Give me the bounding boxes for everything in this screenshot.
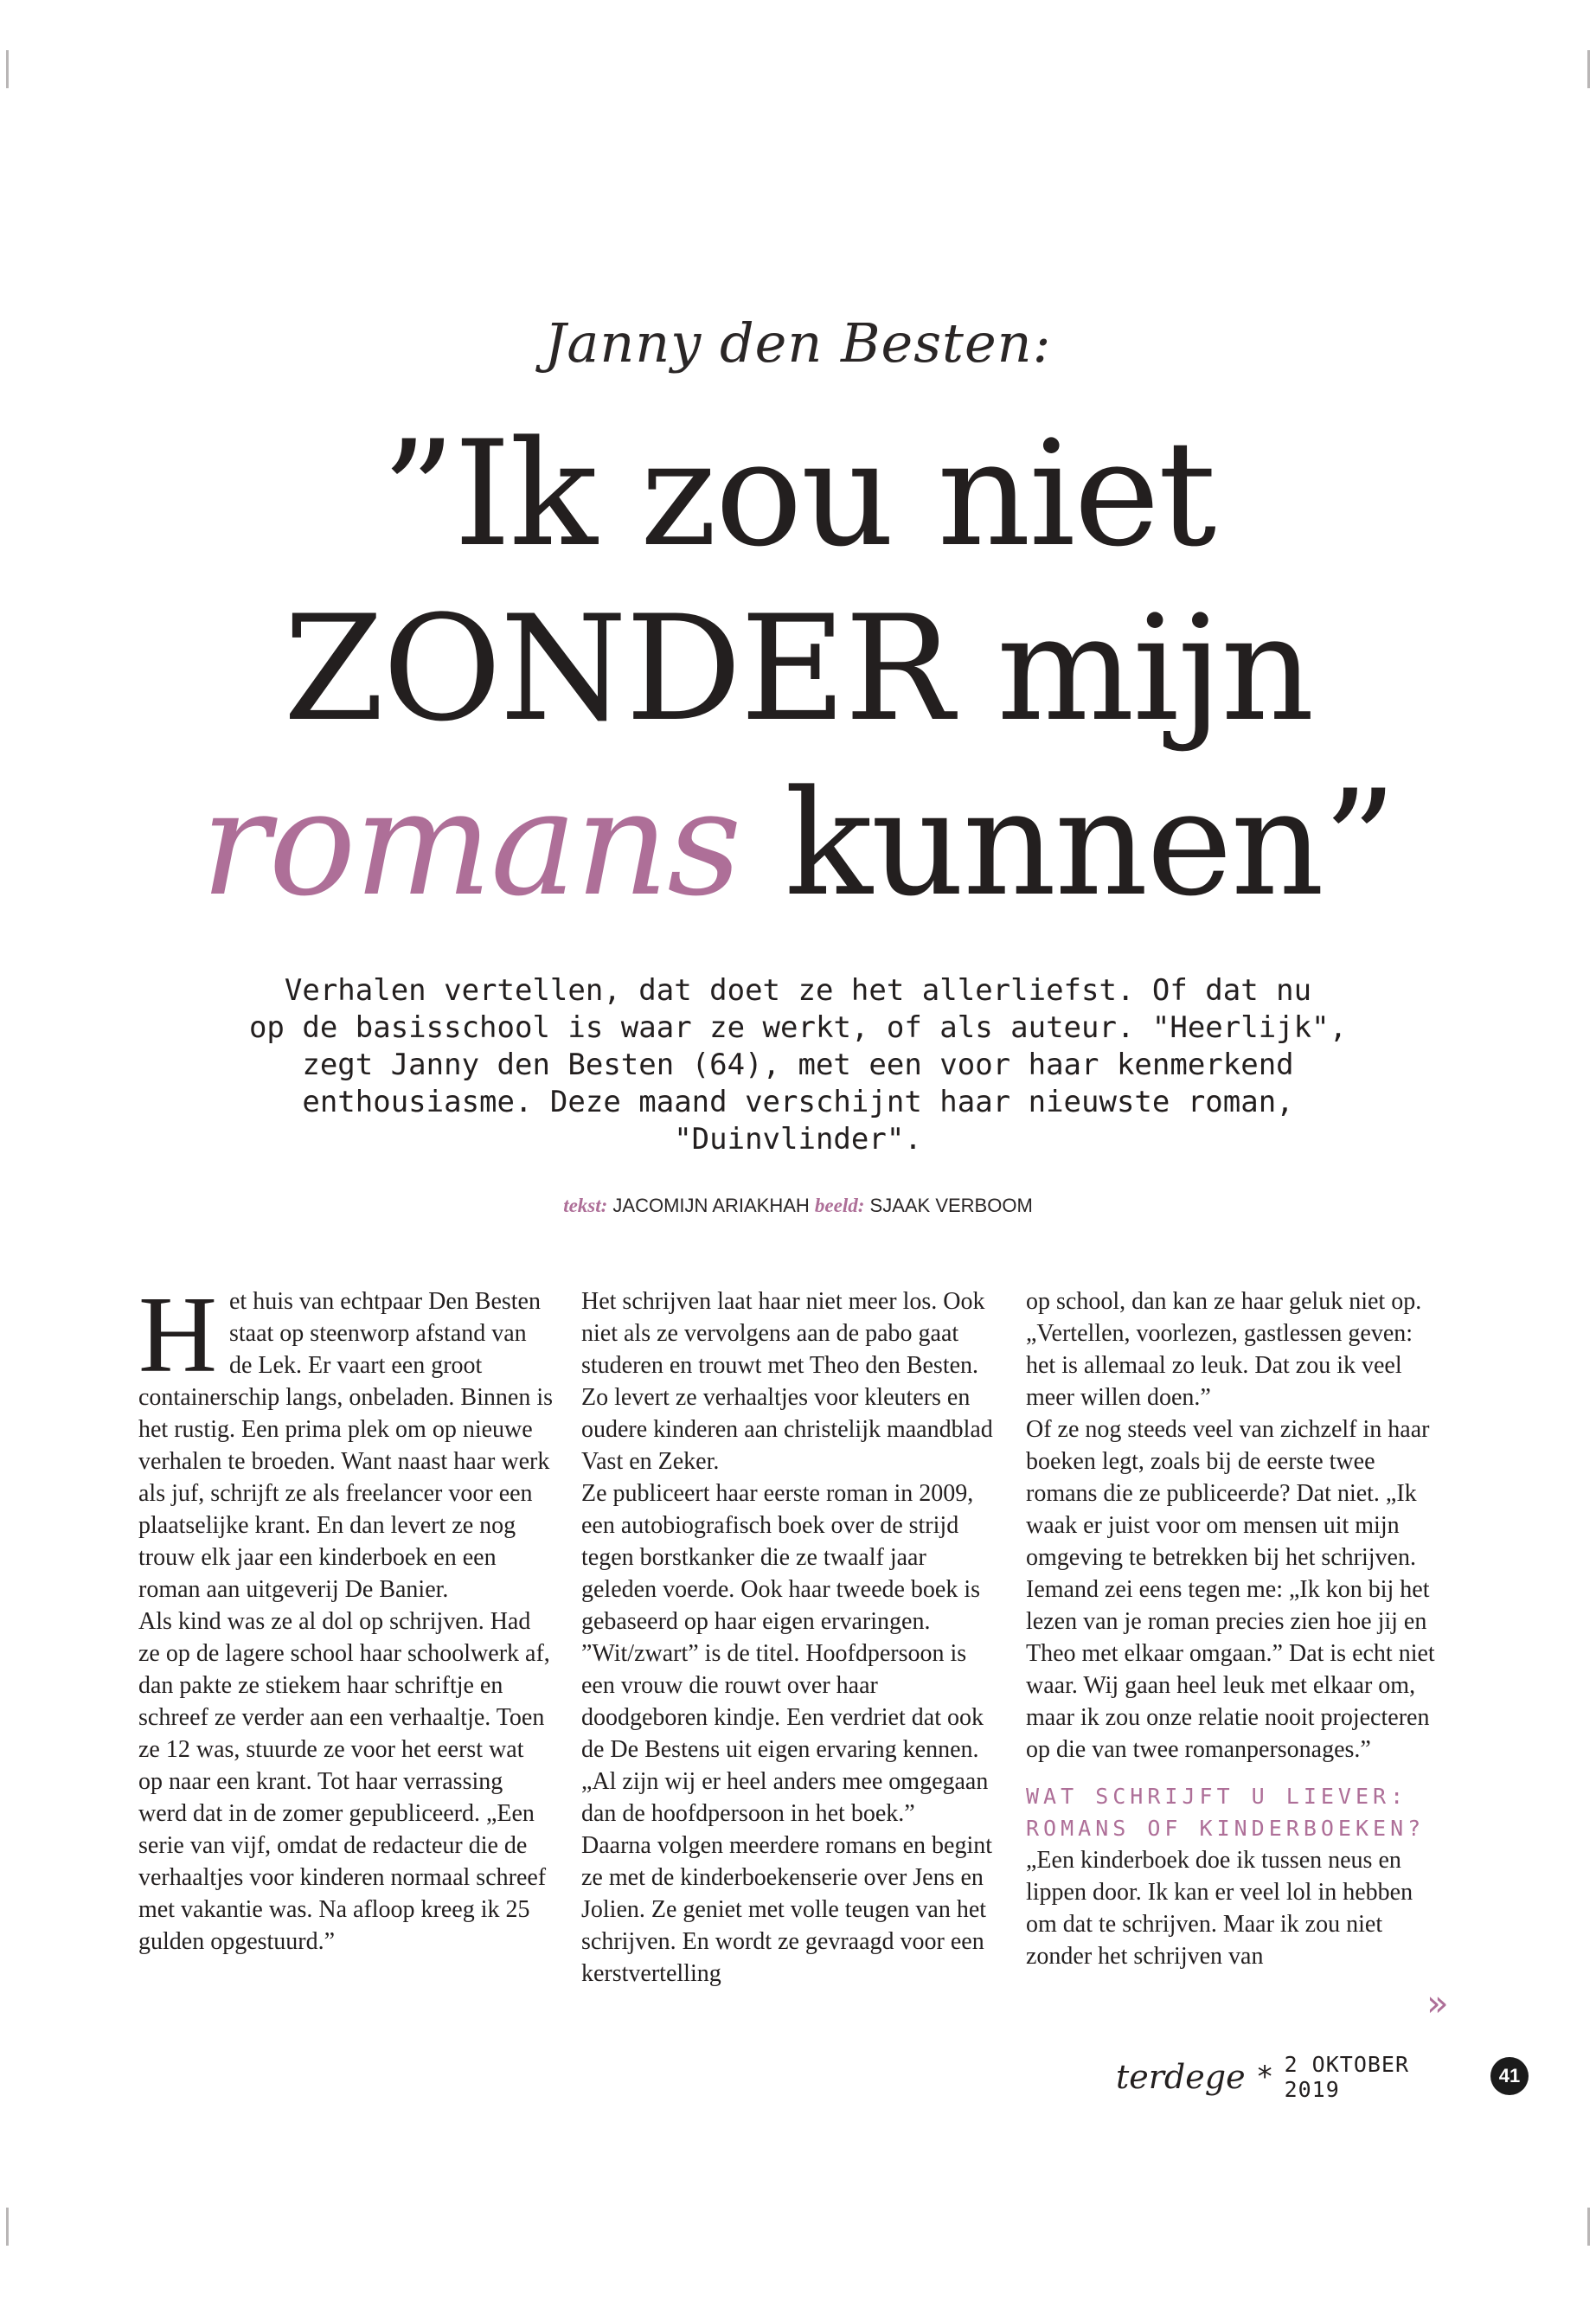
intro-line: Verhalen vertellen, dat doet ze het allerliefst. Of dat nu	[284, 973, 1312, 1008]
article-credits	[0, 1195, 1596, 1217]
crop-mark-top-left	[6, 50, 9, 88]
body-column-1	[138, 1275, 554, 1958]
headline-accent-word: romans	[201, 759, 740, 928]
page-number: 41	[1490, 2057, 1529, 2095]
body-paragraph: et huis van echtpaar Den Besten staat op steenworp afstand van de Lek. Er vaart een groot containerschip langs, onbeladen. Binnen is het rustig. Een prima plek om op nieuwe verhalen te broeden. Want naast haar werk als juf, schrijft ze als freelancer voor een plaatselijke krant. En dan levert ze nog trouw elk jaar een kinderboek en een roman aan uitgeverij De Banier.	[138, 1288, 553, 1603]
headline-line-3	[104, 756, 1492, 931]
body-paragraph: „Een kinderboek doe ik tussen neus en lippen door. Ik kan er veel lol in hebben om dat te schrijven. Maar ik zou niet zonder het schrijven van	[1026, 1847, 1413, 1970]
headline-line-3-rest: kunnen”	[740, 759, 1395, 928]
issue-date: 2 OKTOBER 2019	[1284, 2052, 1410, 2102]
article-kicker: Janny den Besten:	[544, 311, 1052, 375]
intro-line: enthousiasme. Deze maand verschijnt haar nieuwste roman,	[302, 1085, 1294, 1119]
intro-line: zegt Janny den Besten (64), met een voor haar kenmerkend	[302, 1048, 1294, 1082]
drop-cap: H	[138, 1275, 217, 1395]
intro-line: op de basisschool is waar ze werkt, of als auteur. "Heerlijk",	[248, 1010, 1348, 1045]
body-column-2	[581, 1285, 997, 1990]
body-column-3	[1026, 1285, 1441, 1972]
image-credit-label: beeld:	[814, 1195, 865, 1216]
body-paragraph: Of ze nog steeds veel van zichzelf in haar boeken legt, zoals bij de eerste twee romans die ze publiceerde? Dat niet. „Ik waak er juist voor om mensen uit mijn omgeving te betrekken bij het schrijven. Iemand zei eens tegen me: „Ik kon bij het lezen van je roman precies zien hoe jij en Theo met elkaar omgaan.” Dat is echt niet waar. Wij gaan heel leuk met elkaar om, maar ik zou onze relatie nooit projecteren op die van twee romanpersonages.”	[1026, 1416, 1435, 1763]
crop-mark-bottom-right	[1587, 2208, 1590, 2246]
intro-line: "Duinvlinder".	[674, 1122, 922, 1157]
crop-mark-top-right	[1587, 50, 1590, 88]
article-headline	[104, 407, 1492, 931]
asterisk-icon: *	[1257, 2060, 1272, 2094]
body-paragraph: op school, dan kan ze haar geluk niet op. „Vertellen, voorlezen, gastlessen geven: het is allemaal zo leuk. Dat zou ik veel meer willen doen.”	[1026, 1288, 1422, 1411]
section-subheading: WAT SCHRIJFT U LIEVER: ROMANS OF KINDERBOEKEN?	[1026, 1784, 1426, 1841]
headline-line-1: ”Ik zou niet	[381, 409, 1215, 579]
continue-arrow-icon: »	[1426, 1982, 1449, 2024]
headline-line-2: ZONDER mijn	[283, 584, 1313, 753]
body-paragraph: Als kind was ze al dol op schrijven. Had ze op de lagere school haar schoolwerk af, dan pakte ze stiekem haar schriftje en schreef ze verder aan een verhaaltje. Toen ze 12 was, stuurde ze voor het eerst wat op naar een krant. Tot haar verrassing werd dat in de zomer gepubliceerd. „Een serie van vijf, omdat de redacteur die de verhaaltjes voor kinderen normaal schreef met vakantie was. Na afloop kreeg ik 25 gulden opgestuurd.”	[138, 1608, 550, 1955]
crop-mark-bottom-left	[6, 2208, 9, 2246]
magazine-logo: terdege	[1116, 2058, 1246, 2096]
body-paragraph: Ze publiceert haar eerste roman in 2009, een autobiografisch boek over de strijd tegen borstkanker die ze twaalf jaar geleden voerde. Ook haar tweede boek is gebaseerd op haar eigen ervaringen. ”Wit/zwart” is de titel. Hoofdpersoon is een vrouw die rouwt over haar doodgeboren kindje. Een verdriet dat ook de De Bestens uit eigen ervaring kennen. „Al zijn wij er heel anders mee omgegaan dan de hoofdpersoon in het boek.”	[581, 1480, 989, 1827]
body-paragraph: Daarna volgen meerdere romans en begint ze met de kinderboekenserie over Jens en Jolien. Ze geniet met volle teugen van het schrijven. En wordt ze gevraagd voor een kerstvertelling	[581, 1832, 993, 1987]
page-footer	[1116, 2052, 1445, 2102]
intro-paragraph	[182, 972, 1414, 1158]
text-credit-author: JACOMIJN ARIAKHAH	[612, 1195, 810, 1216]
text-credit-label: tekst:	[563, 1195, 608, 1216]
body-paragraph: Het schrijven laat haar niet meer los. Ook niet als ze vervolgens aan de pabo gaat studeren en trouwt met Theo den Besten. Zo levert ze verhaaltjes voor kleuters en oudere kinderen aan christelijk maandblad Vast en Zeker.	[581, 1288, 993, 1475]
image-credit-author: SJAAK VERBOOM	[869, 1195, 1033, 1216]
